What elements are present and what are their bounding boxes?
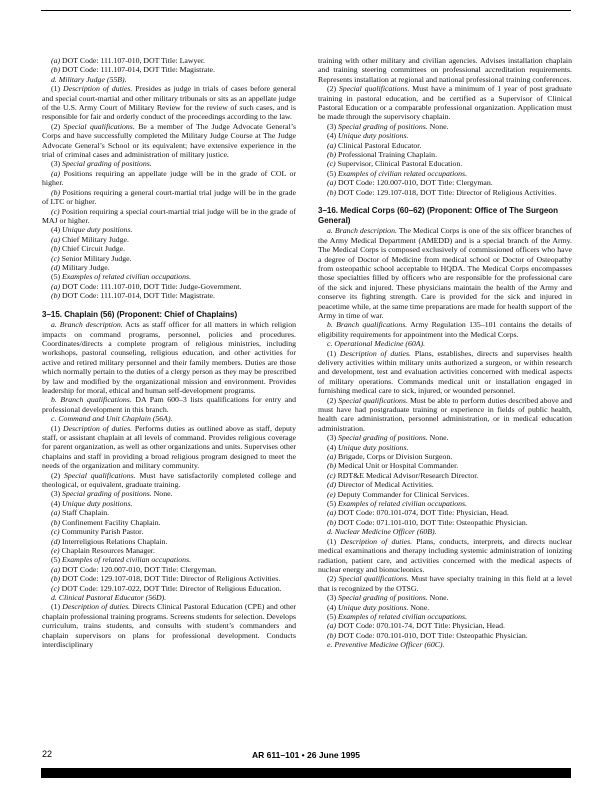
text-run: Must be able to perform duties described above and must have had postgraduate training or experience in fields of public health, health care administration, personnel administration, or in medical education administration.	[318, 395, 572, 433]
text-run: Presides as judge in trials of cases before general and special court-martial and other military tribunals or sits as an appellate judge of the U.S. Army Court of Military Review for the review of such cases, and is responsible for fair and orderly conduct of the proceedings according to the law.	[42, 84, 296, 122]
text-run: Must have specialty training in this field at a level that is recognized by the OTSG.	[318, 574, 572, 593]
text-run: DOT Code: 111.107-010, DOT Title: Lawyer.	[60, 56, 205, 65]
text-run: DOT Code: 120.007-010, DOT Title: Clergyman.	[60, 564, 217, 574]
paragraph	[42, 225, 296, 234]
text-run: Special qualifications.	[338, 574, 409, 584]
text-run: (3)	[327, 593, 339, 603]
text-run: (1)	[327, 348, 340, 358]
paragraph	[42, 207, 296, 226]
text-run: DOT Code: 129.107-022, DOT Title: Director of Religious Education.	[59, 583, 282, 593]
text-run: Supervisor, Clinical Pastoral Education.	[335, 159, 463, 169]
text-run: training with other military and civilian agencies. Advises installation chaplain and training steering committees on professional accreditation requirements. Represents installation at regional and national professional training conferences.	[318, 56, 572, 84]
paragraph	[42, 320, 296, 395]
text-run: Army Regulation 135–101 contains the details of eligibility requirements for appointment into the Medical Corps.	[318, 320, 572, 339]
paragraph	[318, 443, 572, 452]
text-run: d. Military Judge (55B).	[51, 74, 127, 84]
text-run: (a)	[327, 178, 337, 188]
text-run: Performs duties as outlined above as staff, deputy staff, or assistant chaplain at all levels of command. Provides religious coverage for parent organization, as well as other organizations and units. Supervises other chaplains and staff in providing a broad religious program designed to meet the needs of the organization and military community.	[42, 423, 296, 471]
text-run: Examples of related civilian occupations.	[62, 272, 192, 282]
paragraph	[318, 452, 572, 461]
paragraph	[42, 602, 296, 649]
text-run: Be a member of The Judge Advocate General’s Corps and have successfully completed the Military Judge Course at The Judge Advocate General’s School or its equivalent; have extensive experience in the trial of criminal cases and administration of military justice.	[42, 121, 297, 160]
paragraph	[318, 56, 572, 84]
text-run: (c)	[327, 159, 336, 169]
text-run: Examples of related civilian occupations.	[62, 555, 192, 565]
text-run: Position requiring a special court-martial trial judge will be in the grade of MAJ or higher.	[42, 206, 296, 225]
text-run: DOT Code: 070.101-74, DOT Title: Physician, Head.	[336, 621, 505, 631]
paragraph	[318, 226, 572, 320]
paragraph	[318, 396, 572, 434]
paragraph	[318, 178, 572, 187]
text-run: b. Branch qualifications.	[51, 395, 132, 405]
text-run: (a)	[51, 564, 61, 574]
text-run: Chief Circuit Judge.	[60, 244, 126, 254]
paragraph	[42, 188, 296, 207]
paragraph	[42, 471, 296, 490]
paragraph	[318, 169, 572, 178]
text-run: (a)	[51, 281, 61, 291]
text-run: (4)	[327, 442, 339, 452]
paragraph	[42, 424, 296, 471]
paragraph	[42, 282, 296, 291]
paragraph	[42, 527, 296, 536]
text-run: (3)	[51, 159, 63, 169]
text-run: (b)	[51, 574, 61, 584]
paragraph	[318, 471, 572, 480]
text-run: Positions requiring an appellate judge will be in the grade of COL or higher.	[42, 168, 296, 188]
paragraph	[318, 574, 572, 593]
text-run: Acts as staff officer for all matters in which religion impacts on command programs, personnel, policies and procedures. Coordinates/directs a complete program of religious ministries, including workshops, pastoral counseling, religious education, and other activities for active and retired military personnel and their family members. Duties are those which normally pertain to the duties of a clergy person as they may be prescribed by law and modified by the organizational mission and environment. Provides leadership for moral, ethical and human self-development programs.	[42, 320, 297, 395]
paragraph	[42, 565, 296, 574]
paragraph	[318, 593, 572, 602]
paragraph	[318, 339, 572, 348]
text-run: (5)	[327, 499, 339, 509]
text-run: Unique duty positions.	[338, 131, 409, 141]
text-run: (b)	[327, 150, 337, 160]
paragraph	[42, 546, 296, 555]
paragraph	[318, 499, 572, 508]
paragraph	[318, 150, 572, 159]
text-run: Director of Medical Activities.	[336, 480, 434, 490]
text-run: (2)	[327, 395, 339, 405]
text-run: (3)	[327, 433, 339, 443]
text-run: e. Preventive Medicine Officer (60C).	[327, 640, 445, 650]
text-run: Clinical Pastoral Educator.	[336, 140, 422, 150]
paragraph	[42, 555, 296, 564]
text-run: (4)	[51, 225, 63, 235]
text-columns	[42, 56, 572, 750]
paragraph	[318, 631, 572, 640]
text-run: Special grading of positions.	[62, 159, 152, 169]
text-run: (a)	[327, 140, 337, 150]
paragraph	[318, 612, 572, 621]
paragraph	[318, 84, 572, 122]
paragraph	[42, 122, 296, 160]
text-run: Examples of civilian related occupations.	[338, 168, 468, 178]
paragraph	[42, 84, 296, 122]
text-run: (a)	[51, 56, 61, 65]
text-run: DOT Code: 120.007-010, DOT Title: Clergyman.	[336, 178, 493, 188]
text-run: a. Branch description.	[327, 226, 397, 236]
text-run: (3)	[327, 121, 339, 131]
text-run: (d)	[51, 536, 61, 546]
text-run: (b)	[51, 517, 61, 527]
text-run: Chaplain Resources Manager.	[59, 545, 155, 555]
paragraph	[42, 395, 296, 414]
text-run: Professional Training Chaplain.	[336, 150, 438, 160]
text-run: (4)	[327, 602, 339, 612]
paragraph	[318, 433, 572, 442]
text-run: Special qualifications.	[338, 395, 408, 405]
paragraph	[42, 244, 296, 253]
text-run: (c)	[327, 470, 336, 480]
text-run: RDT&E Medical Advisor/Research Director.	[335, 470, 479, 480]
paragraph	[42, 499, 296, 508]
text-run: Special grading of positions.	[338, 433, 428, 443]
paragraph	[42, 291, 296, 300]
text-run: (b)	[51, 244, 61, 254]
text-run: (1)	[51, 423, 63, 433]
text-run: (4)	[327, 131, 339, 141]
paragraph	[42, 254, 296, 263]
text-run: c. Operational Medicine (60A).	[327, 339, 426, 349]
page-number: 22	[42, 749, 53, 759]
text-run: Description of duties.	[62, 423, 133, 433]
footer-bar	[41, 768, 571, 778]
paragraph	[318, 537, 572, 575]
paragraph	[42, 169, 296, 188]
text-run: Special grading of positions.	[338, 121, 428, 131]
paragraph	[42, 593, 296, 602]
paragraph	[42, 272, 296, 281]
text-run: c. Command and Unit Chaplain (56A).	[51, 414, 173, 424]
text-run: Special qualifications.	[338, 84, 410, 94]
text-run: DOT Code: 129.107-018, DOT Title: Director of Religious Activities.	[60, 574, 281, 584]
text-run: (c)	[51, 583, 60, 593]
paragraph	[42, 508, 296, 517]
text-run: (b)	[51, 65, 61, 75]
paragraph	[42, 159, 296, 168]
text-run: Unique duty positions.	[338, 442, 409, 452]
text-run: (a)	[327, 508, 337, 518]
paragraph	[318, 320, 572, 339]
text-run: Brigade, Corps or Division Surgeon.	[336, 452, 453, 462]
text-run: Military Judge.	[60, 262, 110, 272]
paragraph	[42, 75, 296, 84]
paragraph	[318, 122, 572, 131]
text-run: Description of duties.	[340, 536, 413, 546]
text-run: DOT Code: 111.107-010, DOT Title: Judge-Government.	[60, 281, 242, 291]
text-run: (4)	[51, 498, 63, 508]
paragraph	[42, 489, 296, 498]
text-run: (2)	[51, 121, 64, 131]
paragraph	[318, 603, 572, 612]
text-run: (1)	[327, 536, 341, 546]
text-run: Description of duties.	[62, 602, 131, 612]
text-run: (5)	[327, 611, 339, 621]
text-run: (a)	[327, 621, 337, 631]
paragraph	[42, 235, 296, 244]
text-run: Special grading of positions.	[62, 489, 152, 499]
paragraph	[318, 131, 572, 140]
paragraph	[318, 621, 572, 630]
text-run: (3)	[51, 489, 63, 499]
text-run: Interreligious Relations Chaplain.	[60, 536, 168, 546]
text-run: Senior Military Judge.	[59, 253, 132, 263]
text-run: (5)	[51, 555, 63, 565]
text-run: 3–16. Medical Corps (60–62) (Proponent: Office of The Surgeon General)	[318, 206, 559, 225]
text-run: a. Branch description.	[51, 320, 123, 330]
text-run: Unique duty positions.	[62, 225, 133, 235]
text-run: DOT Code: 111.107-014, DOT Title: Magistrate.	[60, 291, 215, 301]
paragraph	[42, 263, 296, 272]
text-run: Unique duty positions.	[62, 498, 133, 508]
text-run: DOT Code: 070.101-010, DOT Title: Osteopathic Physician.	[336, 630, 528, 640]
text-run: DOT Code: 129.107-018, DOT Title: Director of Religious Activities.	[336, 187, 557, 197]
text-run: (b)	[327, 461, 337, 471]
text-run: Examples of related civilian occupations.	[338, 611, 468, 621]
paragraph	[318, 508, 572, 517]
text-run: Confinement Facility Chaplain.	[60, 517, 161, 527]
paragraph	[42, 414, 296, 423]
text-run: (b)	[51, 187, 61, 197]
text-run: (c)	[51, 253, 60, 263]
text-run: (b)	[327, 630, 337, 640]
paragraph	[318, 480, 572, 489]
text-run: (d)	[51, 262, 61, 272]
text-run: (5)	[327, 168, 339, 178]
text-run: (1)	[51, 84, 64, 94]
text-run: None.	[427, 593, 449, 603]
text-run: Chief Military Judge.	[60, 234, 129, 244]
text-run: d. Clinical Pastoral Educator (56D).	[51, 592, 167, 602]
text-run: Directs Clinical Pastoral Education (CPE) and other chaplain professional training programs. Screens students for selection. Develops curriculum, trains students, and consults with student’s commanders and chaplain supervisors on plans for professional development. Conducts interdisciplinary	[42, 602, 296, 649]
text-run: Must have satisfactorily completed college and theological, or equivalent, graduate training.	[42, 470, 296, 490]
text-run: (b)	[327, 517, 337, 527]
text-run: The Medical Corps is one of the six officer branches of the Army Medical Department (AMEDD) and is a special branch of the Army. The Medical Corps is composed exclusively of commissioned officers who have a degree of Doctor of Medicine from medical school or Doctor of Osteopathy from osteopathic school acceptable to HQDA. The Medical Corps encompasses those specialties filled by officers who are responsible for the professional care of the sick and injured. These physicians maintain the health of the Army and conserve its fighting strength. Care is provided for the sick and injured in peacetime while, at the same time preparations are made for health support of the Army in time of war.	[318, 226, 572, 320]
text-run: (a)	[51, 234, 61, 244]
text-run: DOT Code: 111.107-014, DOT Title: Magistrate.	[60, 65, 215, 75]
paragraph	[42, 537, 296, 546]
text-run: (a)	[51, 508, 61, 518]
text-run: Plans, establishes, directs and supervises health delivery activities within military units authorized a surgeon, or within research and development, test and evaluation activities concerned with medical aspects of military operations. Commands medical unit or installation engaged in furnishing medical care to sick, injured, or wounded personnel.	[318, 348, 572, 396]
text-run: Medical Unit or Hospital Commander.	[336, 461, 459, 471]
paragraph	[318, 490, 572, 499]
column-right	[318, 56, 572, 750]
text-run: Special grading of positions.	[338, 593, 428, 603]
text-run: Community Parish Pastor.	[59, 527, 144, 537]
text-run: 3–15. Chaplain (56) (Proponent: Chief of Chaplains)	[42, 309, 238, 319]
section-heading	[318, 206, 572, 225]
paragraph	[318, 640, 572, 649]
text-run: (2)	[327, 574, 339, 584]
document-reference: AR 611–101 • 26 June 1995	[252, 750, 360, 760]
paragraph	[318, 349, 572, 396]
text-run: d. Nuclear Medicine Officer (60B).	[327, 527, 437, 537]
text-run: b. Branch qualifications.	[327, 320, 408, 330]
paragraph	[42, 518, 296, 527]
text-run: Deputy Commander for Clinical Services.	[335, 489, 470, 499]
text-run: (5)	[51, 272, 63, 282]
text-run: (b)	[327, 187, 337, 197]
text-run: None.	[427, 433, 449, 443]
paragraph	[318, 527, 572, 536]
text-run: None.	[151, 489, 173, 499]
text-run: (c)	[51, 206, 60, 216]
paragraph	[318, 159, 572, 168]
paragraph	[318, 141, 572, 150]
text-run: None.	[408, 602, 430, 612]
text-run: (1)	[51, 602, 63, 612]
text-run: Special qualifications.	[63, 121, 135, 131]
text-run: None.	[427, 121, 449, 131]
text-run: Special qualifications.	[63, 470, 136, 480]
text-run: (d)	[327, 480, 337, 490]
paragraph	[42, 56, 296, 65]
text-run: (e)	[51, 545, 60, 555]
top-rule	[41, 10, 571, 11]
text-run: Description of duties.	[339, 348, 411, 358]
text-run: Unique duty positions.	[338, 602, 409, 612]
text-run: Description of duties.	[63, 84, 133, 94]
paragraph	[42, 584, 296, 593]
paragraph	[318, 518, 572, 527]
paragraph	[42, 65, 296, 74]
paragraph	[318, 461, 572, 470]
text-run: (c)	[51, 527, 60, 537]
text-run: DOT Code: 070.101-074, DOT Title: Physician, Head.	[336, 508, 509, 518]
text-run: (a)	[51, 168, 61, 178]
text-run: Examples of related civilian occupations.	[338, 499, 468, 509]
section-heading	[42, 310, 296, 320]
text-run: (b)	[51, 291, 61, 301]
text-run: Plans, conducts, interprets, and directs nuclear medical examinations and therapy including systemic administration of ionizing radiation, patient care, and activities concerned with the medical aspects of nuclear energy and bionucleonics.	[318, 536, 572, 574]
paragraph	[42, 574, 296, 583]
text-run: DA Pam 600–3 lists qualifications for entry and professional development in this branch.	[42, 395, 296, 414]
text-run: (e)	[327, 489, 336, 499]
text-run: (2)	[51, 470, 64, 480]
text-run: (2)	[327, 84, 339, 94]
paragraph	[318, 188, 572, 197]
text-run: Positions requiring a general court-martial trial judge will be in the grade of LTC or higher.	[42, 187, 296, 207]
text-run: DOT Code: 071.101-010, DOT Title: Osteopathic Physician.	[336, 517, 528, 527]
column-left	[42, 56, 296, 750]
text-run: Staff Chaplain.	[60, 508, 110, 518]
text-run: (a)	[327, 452, 337, 462]
text-run: Must have a minimum of 1 year of post graduate training in pastoral education, and be certified as a Supervisor of Clinical Pastoral Education or a comparable professional organization. Application must be made through the supervisory chaplain.	[318, 84, 572, 122]
